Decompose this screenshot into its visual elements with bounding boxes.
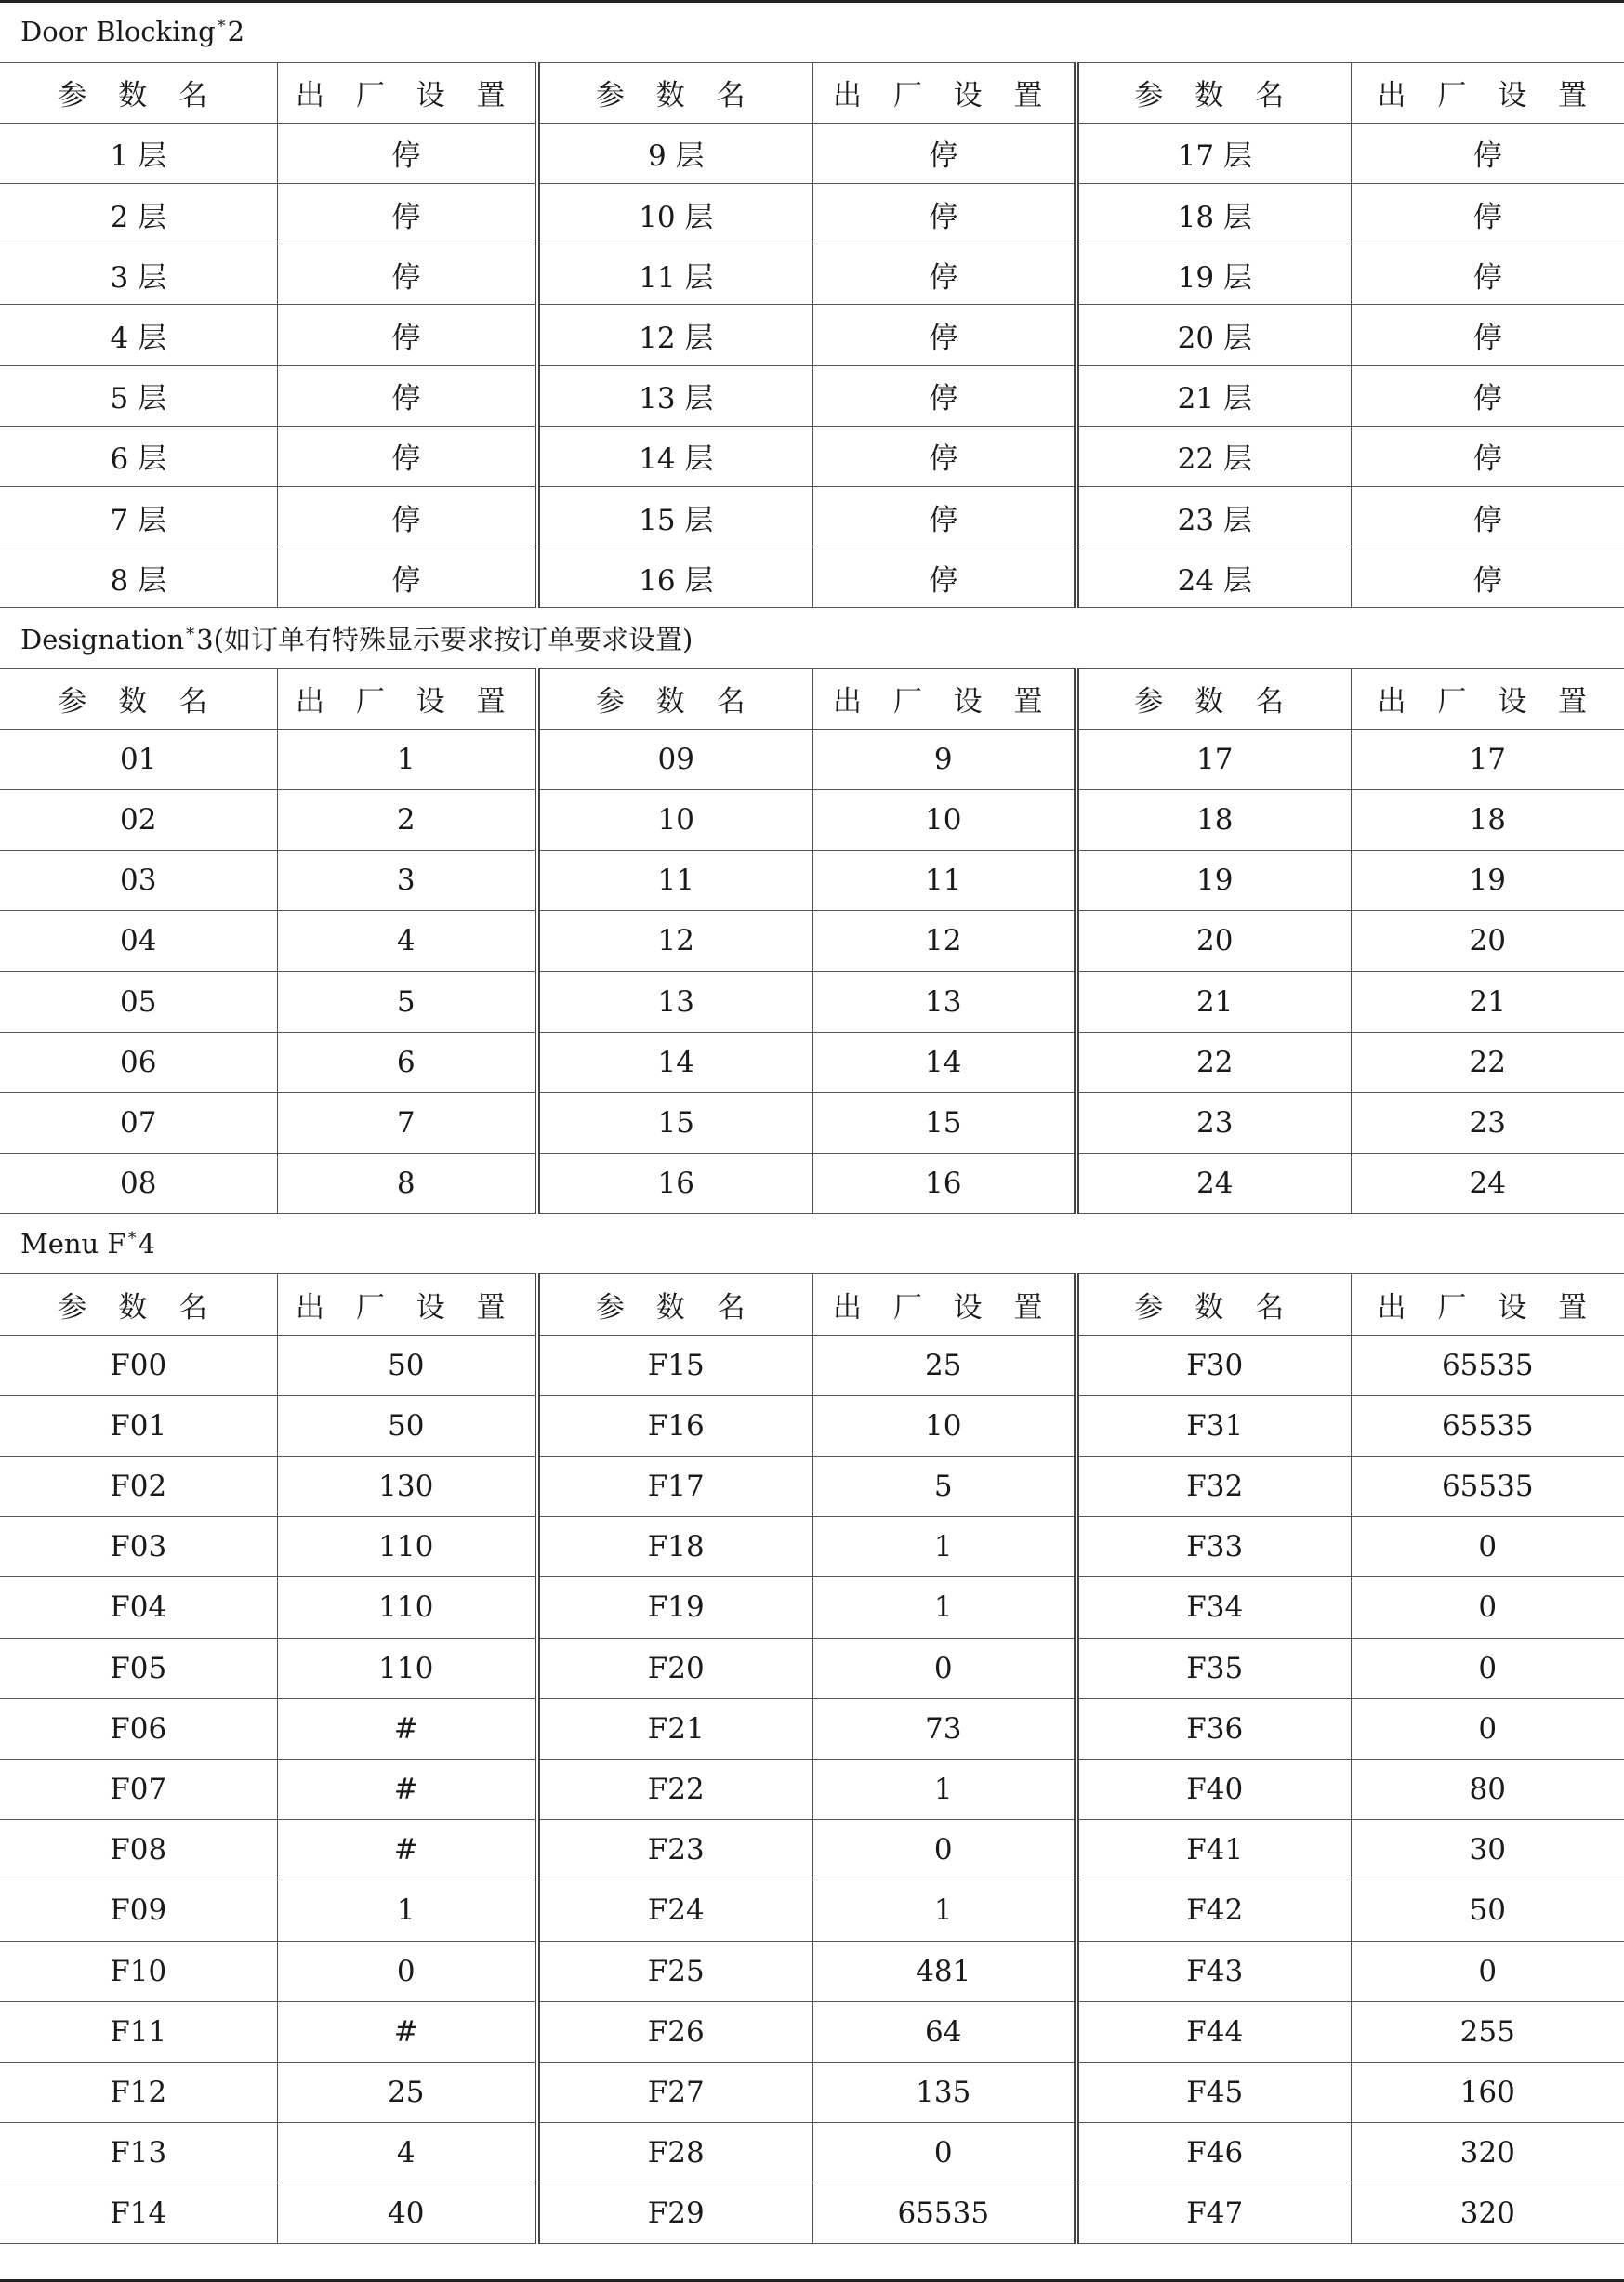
factory-setting-cell: 停 — [812, 365, 1076, 426]
table-row — [0, 487, 1624, 547]
param-name-cell: 18 — [1076, 789, 1351, 850]
factory-setting-cell: 10 — [812, 789, 1076, 850]
factory-setting-cell: 4 — [277, 2123, 537, 2183]
section-marker: * — [127, 1229, 137, 1249]
factory-setting-cell: 18 — [1351, 789, 1624, 850]
table-row — [0, 1759, 1624, 1819]
param-name-cell: F16 — [537, 1395, 812, 1456]
param-name-cell: 11 — [537, 851, 812, 911]
factory-setting-cell: 25 — [277, 2062, 537, 2122]
factory-setting-cell: 24 — [1351, 1154, 1624, 1214]
param-name-cell: F00 — [0, 1335, 277, 1395]
factory-setting-cell: 1 — [812, 1759, 1076, 1819]
param-name-cell: 12 层 — [537, 305, 812, 365]
param-name-cell: F02 — [0, 1457, 277, 1517]
param-name-cell: F01 — [0, 1395, 277, 1456]
factory-setting-cell: 停 — [1351, 426, 1624, 486]
column-header-row — [0, 62, 1624, 123]
table-row — [0, 1395, 1624, 1456]
factory-setting-cell: 64 — [812, 2001, 1076, 2062]
param-name-cell: F34 — [1076, 1577, 1351, 1638]
factory-setting-cell: 停 — [1351, 244, 1624, 305]
factory-setting-cell: 30 — [1351, 1820, 1624, 1880]
factory-setting-cell: 停 — [812, 426, 1076, 486]
column-header-factory-setting: 出 厂 设 置 — [277, 668, 537, 729]
section-number: 4 — [138, 1228, 156, 1260]
factory-setting-cell: 130 — [277, 1457, 537, 1517]
param-name-cell: 10 — [537, 789, 812, 850]
param-name-cell: 19 层 — [1076, 244, 1351, 305]
factory-setting-cell: 停 — [277, 426, 537, 486]
factory-setting-cell: 22 — [1351, 1032, 1624, 1092]
factory-setting-cell: 0 — [812, 2123, 1076, 2183]
param-name-cell: 01 — [0, 729, 277, 789]
param-name-cell: F14 — [0, 2183, 277, 2244]
column-header-row — [0, 668, 1624, 729]
table-row — [0, 1335, 1624, 1395]
param-name-cell: 23 层 — [1076, 487, 1351, 547]
param-name-cell: 14 层 — [537, 426, 812, 486]
factory-setting-cell: 50 — [1351, 1880, 1624, 1941]
section-title — [0, 2, 1624, 62]
section-name: Designation — [20, 623, 185, 655]
table-row — [0, 789, 1624, 850]
section-title — [0, 608, 1624, 668]
table-row — [0, 2001, 1624, 2062]
table-row — [0, 2062, 1624, 2122]
param-name-cell: F32 — [1076, 1457, 1351, 1517]
param-name-cell: F22 — [537, 1759, 812, 1819]
column-header-param-name: 参 数 名 — [0, 62, 277, 123]
factory-setting-cell: 停 — [1351, 547, 1624, 608]
factory-setting-cell: 停 — [1351, 184, 1624, 244]
factory-setting-cell: 停 — [1351, 305, 1624, 365]
param-name-cell: 4 层 — [0, 305, 277, 365]
factory-setting-cell: 停 — [1351, 487, 1624, 547]
factory-setting-cell: 5 — [812, 1457, 1076, 1517]
param-name-cell: F24 — [537, 1880, 812, 1941]
param-name-cell: 20 — [1076, 911, 1351, 971]
column-header-param-name: 参 数 名 — [0, 1274, 277, 1335]
param-name-cell: 03 — [0, 851, 277, 911]
factory-setting-cell: 0 — [1351, 1698, 1624, 1759]
factory-setting-cell: 停 — [277, 487, 537, 547]
column-header-factory-setting: 出 厂 设 置 — [277, 1274, 537, 1335]
param-name-cell: 6 层 — [0, 426, 277, 486]
table-row — [0, 2123, 1624, 2183]
table-row — [0, 1698, 1624, 1759]
factory-setting-cell: 65535 — [1351, 1395, 1624, 1456]
param-name-cell: F25 — [537, 1941, 812, 2001]
factory-setting-cell: 停 — [812, 487, 1076, 547]
param-name-cell: 05 — [0, 971, 277, 1032]
table-row — [0, 1941, 1624, 2001]
column-header-param-name: 参 数 名 — [0, 668, 277, 729]
factory-setting-cell: 50 — [277, 1335, 537, 1395]
table-row — [0, 971, 1624, 1032]
factory-setting-cell: 65535 — [1351, 1457, 1624, 1517]
column-header-row — [0, 1274, 1624, 1335]
param-name-cell: 15 层 — [537, 487, 812, 547]
param-name-cell: F18 — [537, 1517, 812, 1577]
column-header-factory-setting: 出 厂 设 置 — [812, 62, 1076, 123]
param-name-cell: 5 层 — [0, 365, 277, 426]
param-name-cell: 09 — [537, 729, 812, 789]
param-name-cell: F47 — [1076, 2183, 1351, 2244]
param-name-cell: 13 层 — [537, 365, 812, 426]
table-row — [0, 305, 1624, 365]
factory-setting-cell: 0 — [1351, 1577, 1624, 1638]
param-name-cell: F42 — [1076, 1880, 1351, 1941]
param-name-cell: F20 — [537, 1638, 812, 1698]
factory-setting-cell: # — [277, 1820, 537, 1880]
factory-setting-cell: 2 — [277, 789, 537, 850]
param-name-cell: 9 层 — [537, 123, 812, 183]
param-name-cell: 10 层 — [537, 184, 812, 244]
table-row — [0, 426, 1624, 486]
factory-setting-cell: 0 — [812, 1638, 1076, 1698]
factory-setting-cell: 160 — [1351, 2062, 1624, 2122]
factory-setting-cell: 12 — [812, 911, 1076, 971]
factory-setting-cell: 50 — [277, 1395, 537, 1456]
column-header-param-name: 参 数 名 — [1076, 1274, 1351, 1335]
param-name-cell: F19 — [537, 1577, 812, 1638]
factory-setting-cell: 1 — [812, 1880, 1076, 1941]
factory-setting-cell: 135 — [812, 2062, 1076, 2122]
factory-setting-cell: 10 — [812, 1395, 1076, 1456]
param-name-cell: 21 层 — [1076, 365, 1351, 426]
factory-setting-cell: 停 — [812, 244, 1076, 305]
table-row — [0, 1820, 1624, 1880]
factory-setting-cell: 0 — [1351, 1517, 1624, 1577]
factory-setting-cell: 6 — [277, 1032, 537, 1092]
factory-setting-cell: 8 — [277, 1154, 537, 1214]
param-name-cell: F12 — [0, 2062, 277, 2122]
param-name-cell: F11 — [0, 2001, 277, 2062]
param-name-cell: 7 层 — [0, 487, 277, 547]
factory-setting-cell: 停 — [812, 123, 1076, 183]
param-name-cell: F07 — [0, 1759, 277, 1819]
factory-setting-cell: 110 — [277, 1517, 537, 1577]
factory-setting-cell: 9 — [812, 729, 1076, 789]
factory-setting-cell: 23 — [1351, 1092, 1624, 1153]
factory-setting-cell: 停 — [277, 365, 537, 426]
factory-setting-cell: 5 — [277, 971, 537, 1032]
param-name-cell: 21 — [1076, 971, 1351, 1032]
param-name-cell: 22 — [1076, 1032, 1351, 1092]
param-name-cell: F29 — [537, 2183, 812, 2244]
section-title-row — [0, 2, 1624, 62]
table-row — [0, 1880, 1624, 1941]
table-row — [0, 729, 1624, 789]
factory-setting-cell: 481 — [812, 1941, 1076, 2001]
param-name-cell: 12 — [537, 911, 812, 971]
factory-setting-cell: 40 — [277, 2183, 537, 2244]
table-row — [0, 911, 1624, 971]
section-marker: * — [186, 624, 195, 644]
param-name-cell: 06 — [0, 1032, 277, 1092]
factory-setting-cell: 停 — [812, 547, 1076, 608]
param-name-cell: F41 — [1076, 1820, 1351, 1880]
param-name-cell: 20 层 — [1076, 305, 1351, 365]
param-name-cell: 13 — [537, 971, 812, 1032]
factory-setting-cell: 14 — [812, 1032, 1076, 1092]
factory-setting-cell: # — [277, 1698, 537, 1759]
section-name: Door Blocking — [20, 16, 216, 48]
param-name-cell: 3 层 — [0, 244, 277, 305]
param-name-cell: F44 — [1076, 2001, 1351, 2062]
factory-setting-cell: 停 — [277, 123, 537, 183]
param-name-cell: 02 — [0, 789, 277, 850]
param-name-cell: F28 — [537, 2123, 812, 2183]
param-name-cell: 22 层 — [1076, 426, 1351, 486]
factory-setting-cell: 25 — [812, 1335, 1076, 1395]
param-name-cell: 16 层 — [537, 547, 812, 608]
param-name-cell: F40 — [1076, 1759, 1351, 1819]
factory-setting-cell: 0 — [1351, 1941, 1624, 2001]
param-name-cell: F35 — [1076, 1638, 1351, 1698]
factory-setting-cell: 0 — [812, 1820, 1076, 1880]
factory-setting-cell: 320 — [1351, 2183, 1624, 2244]
section-number: 2 — [227, 16, 245, 48]
param-name-cell: 23 — [1076, 1092, 1351, 1153]
column-header-factory-setting: 出 厂 设 置 — [812, 668, 1076, 729]
param-name-cell: 08 — [0, 1154, 277, 1214]
param-name-cell: 04 — [0, 911, 277, 971]
param-name-cell: F09 — [0, 1880, 277, 1941]
param-name-cell: 07 — [0, 1092, 277, 1153]
param-name-cell: 18 层 — [1076, 184, 1351, 244]
param-name-cell: F08 — [0, 1820, 277, 1880]
param-name-cell: F05 — [0, 1638, 277, 1698]
param-name-cell: 17 层 — [1076, 123, 1351, 183]
column-header-factory-setting: 出 厂 设 置 — [1351, 1274, 1624, 1335]
param-name-cell: 24 — [1076, 1154, 1351, 1214]
factory-setting-cell: 停 — [277, 184, 537, 244]
factory-setting-cell: 15 — [812, 1092, 1076, 1153]
factory-setting-cell: 13 — [812, 971, 1076, 1032]
section-title-row — [0, 608, 1624, 668]
param-name-cell: F06 — [0, 1698, 277, 1759]
factory-setting-cell: 20 — [1351, 911, 1624, 971]
factory-setting-cell: 3 — [277, 851, 537, 911]
param-name-cell: 16 — [537, 1154, 812, 1214]
param-name-cell: F03 — [0, 1517, 277, 1577]
column-header-factory-setting: 出 厂 设 置 — [812, 1274, 1076, 1335]
factory-setting-cell: 1 — [277, 1880, 537, 1941]
factory-setting-cell: 19 — [1351, 851, 1624, 911]
factory-setting-cell: 1 — [277, 729, 537, 789]
param-name-cell: 19 — [1076, 851, 1351, 911]
table-row — [0, 1032, 1624, 1092]
factory-setting-cell: 16 — [812, 1154, 1076, 1214]
table-row — [0, 365, 1624, 426]
factory-setting-cell: 65535 — [1351, 1335, 1624, 1395]
section-note: (如订单有特殊显示要求按订单要求设置) — [213, 623, 693, 655]
param-name-cell: 8 层 — [0, 547, 277, 608]
param-name-cell: F46 — [1076, 2123, 1351, 2183]
table-row — [0, 1154, 1624, 1214]
param-name-cell: F33 — [1076, 1517, 1351, 1577]
factory-setting-cell: 0 — [1351, 1638, 1624, 1698]
factory-setting-cell: 21 — [1351, 971, 1624, 1032]
param-name-cell: F21 — [537, 1698, 812, 1759]
section-name: Menu F — [20, 1228, 126, 1260]
table-row — [0, 244, 1624, 305]
factory-setting-cell: 停 — [277, 244, 537, 305]
factory-setting-cell: 110 — [277, 1577, 537, 1638]
column-header-factory-setting: 出 厂 设 置 — [1351, 668, 1624, 729]
param-name-cell: 1 层 — [0, 123, 277, 183]
factory-setting-cell: 停 — [1351, 365, 1624, 426]
factory-setting-cell: 73 — [812, 1698, 1076, 1759]
param-name-cell: F10 — [0, 1941, 277, 2001]
section-title — [0, 1214, 1624, 1274]
param-name-cell: 17 — [1076, 729, 1351, 789]
param-name-cell: 2 层 — [0, 184, 277, 244]
table-row — [0, 851, 1624, 911]
table-row — [0, 1638, 1624, 1698]
table-row — [0, 1457, 1624, 1517]
table-row — [0, 1092, 1624, 1153]
factory-setting-cell: # — [277, 2001, 537, 2062]
param-name-cell: F31 — [1076, 1395, 1351, 1456]
factory-setting-cell: 4 — [277, 911, 537, 971]
param-name-cell: F15 — [537, 1335, 812, 1395]
factory-setting-cell: 255 — [1351, 2001, 1624, 2062]
param-name-cell: F30 — [1076, 1335, 1351, 1395]
column-header-param-name: 参 数 名 — [537, 62, 812, 123]
table-row — [0, 123, 1624, 183]
section-title-row — [0, 1214, 1624, 1274]
param-name-cell: F13 — [0, 2123, 277, 2183]
param-name-cell: F04 — [0, 1577, 277, 1638]
param-name-cell: 14 — [537, 1032, 812, 1092]
factory-setting-cell: # — [277, 1759, 537, 1819]
param-name-cell: 11 层 — [537, 244, 812, 305]
section-marker: * — [217, 17, 226, 37]
table-row — [0, 184, 1624, 244]
factory-setting-cell: 1 — [812, 1517, 1076, 1577]
column-header-factory-setting: 出 厂 设 置 — [1351, 62, 1624, 123]
factory-setting-cell: 320 — [1351, 2123, 1624, 2183]
column-header-factory-setting: 出 厂 设 置 — [277, 62, 537, 123]
param-name-cell: F26 — [537, 2001, 812, 2062]
column-header-param-name: 参 数 名 — [1076, 62, 1351, 123]
factory-setting-cell: 17 — [1351, 729, 1624, 789]
param-name-cell: F45 — [1076, 2062, 1351, 2122]
table-row — [0, 1577, 1624, 1638]
param-name-cell: F27 — [537, 2062, 812, 2122]
factory-setting-cell: 停 — [277, 547, 537, 608]
factory-setting-cell: 停 — [1351, 123, 1624, 183]
factory-setting-cell: 65535 — [812, 2183, 1076, 2244]
factory-setting-cell: 11 — [812, 851, 1076, 911]
factory-setting-cell: 停 — [812, 184, 1076, 244]
param-name-cell: F43 — [1076, 1941, 1351, 2001]
table-row — [0, 2183, 1624, 2244]
factory-setting-cell: 停 — [277, 305, 537, 365]
factory-setting-cell: 80 — [1351, 1759, 1624, 1819]
parameter-table — [0, 2, 1624, 2244]
param-name-cell: F17 — [537, 1457, 812, 1517]
param-name-cell: F36 — [1076, 1698, 1351, 1759]
column-header-param-name: 参 数 名 — [537, 668, 812, 729]
column-header-param-name: 参 数 名 — [1076, 668, 1351, 729]
param-name-cell: 24 层 — [1076, 547, 1351, 608]
table-row — [0, 1517, 1624, 1577]
factory-setting-cell: 0 — [277, 1941, 537, 2001]
factory-setting-cell: 110 — [277, 1638, 537, 1698]
factory-setting-cell: 1 — [812, 1577, 1076, 1638]
column-header-param-name: 参 数 名 — [537, 1274, 812, 1335]
param-name-cell: F23 — [537, 1820, 812, 1880]
table-row — [0, 547, 1624, 608]
param-name-cell: 15 — [537, 1092, 812, 1153]
section-number: 3 — [196, 623, 214, 655]
factory-setting-cell: 7 — [277, 1092, 537, 1153]
factory-setting-cell: 停 — [812, 305, 1076, 365]
